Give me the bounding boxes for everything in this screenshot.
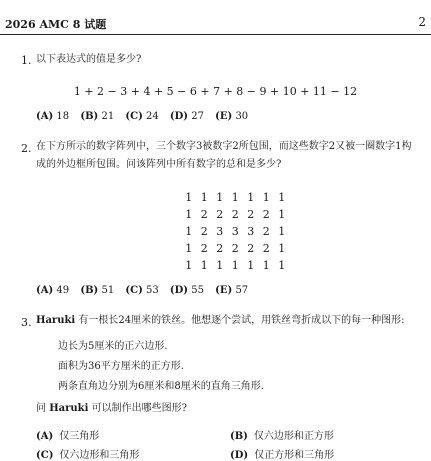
q2-answer-c[interactable]: (C) 53 [125,285,159,296]
q3-option-c[interactable]: (C) 仅六边形和三角形 [36,450,140,461]
grid-cell: 2 [200,208,208,221]
grid-cell: 3 [247,225,255,238]
q1-answer-b[interactable]: (B) 21 [80,111,115,122]
q2-answer-b[interactable]: (B) 51 [80,285,115,296]
grid-cell: 2 [262,242,270,255]
grid-row [181,259,290,276]
grid-row [181,191,290,208]
q1-expression: 1 + 2 − 3 + 4 + 5 − 6 + 7 + 8 − 9 + 10 + 11 − 12 [73,85,358,98]
q3-question: 问 Haruki 可以制作出哪些图形? [36,403,187,414]
grid-cell: 2 [262,225,270,238]
q1-answer-a[interactable]: (A) 18 [36,111,70,122]
grid-cell: 2 [200,225,208,238]
q3-option-d[interactable]: (D) 仅正方形和三角形 [230,450,335,461]
grid-cell: 1 [185,225,193,238]
grid-cell: 2 [247,208,255,221]
q1-number: 1. [21,54,32,67]
grid-cell: 1 [278,242,286,255]
grid-cell: 1 [262,259,270,272]
grid-cell: 1 [216,259,224,272]
grid-row [181,242,290,259]
grid-cell: 1 [247,191,255,204]
q2-number-array [181,191,290,276]
grid-cell: 1 [231,191,239,204]
grid-cell: 1 [278,191,286,204]
q3-option-b[interactable]: (B) 仅六边形和正方形 [230,431,334,442]
exam-title: 2026 AMC 8 试题 [5,18,107,31]
q3-text [36,312,417,330]
q1-answer-d[interactable]: (D) 27 [169,111,204,122]
q1-answer-e[interactable]: (E) 30 [215,111,249,122]
grid-cell: 1 [185,259,193,272]
q3-number: 3. [21,316,32,329]
grid-cell: 3 [216,225,224,238]
q3-shape-line-1: 边长为5厘米的正六边形. [58,341,168,352]
q2-answers [36,285,256,296]
grid-cell: 1 [200,259,208,272]
grid-cell: 2 [262,208,270,221]
q3-text-body: 有一根长24厘米的铁丝。他想逐个尝试，用铁丝弯折成以下的每一种图形: [78,315,405,326]
grid-cell: 1 [278,208,286,221]
grid-cell: 1 [278,259,286,272]
grid-cell: 2 [200,242,208,255]
page-number: 2 [418,15,426,29]
grid-cell: 1 [185,242,193,255]
q2-answer-a[interactable]: (A) 49 [36,285,70,296]
grid-row [181,225,290,242]
grid-cell: 1 [262,191,270,204]
grid-cell: 1 [278,225,286,238]
grid-cell: 3 [231,225,239,238]
q3-shape-line-2: 面积为36平方厘米的正方形. [58,361,184,372]
grid-cell: 2 [216,208,224,221]
grid-cell: 1 [200,191,208,204]
grid-cell: 1 [247,259,255,272]
q3-option-a[interactable]: (A) 仅三角形 [36,431,100,442]
grid-row [181,208,290,225]
grid-cell: 1 [185,191,193,204]
q3-name: Haruki [36,315,76,326]
page-header [0,14,431,35]
q2-answer-e[interactable]: (E) 57 [215,285,249,296]
q2-number: 2. [21,142,32,155]
grid-cell: 1 [216,191,224,204]
q3-shape-line-3: 两条直角边分别为6厘米和8厘米的直角三角形. [58,381,264,392]
grid-cell: 2 [247,242,255,255]
grid-cell: 1 [185,208,193,221]
q1-answer-c[interactable]: (C) 24 [125,111,159,122]
grid-cell: 2 [231,208,239,221]
q1-text: 以下表达式的值是多少? [36,54,142,65]
q2-answer-d[interactable]: (D) 55 [169,285,204,296]
grid-cell: 2 [216,242,224,255]
q1-answers [36,111,256,122]
grid-cell: 2 [231,242,239,255]
grid-cell: 1 [231,259,239,272]
q2-text: 在下方所示的数字阵列中，三个数字3被数字2所包围，而这些数字2又被一圈数字1构成的外边框所包围。问该阵列中所有数字的总和是多少? [36,141,412,170]
